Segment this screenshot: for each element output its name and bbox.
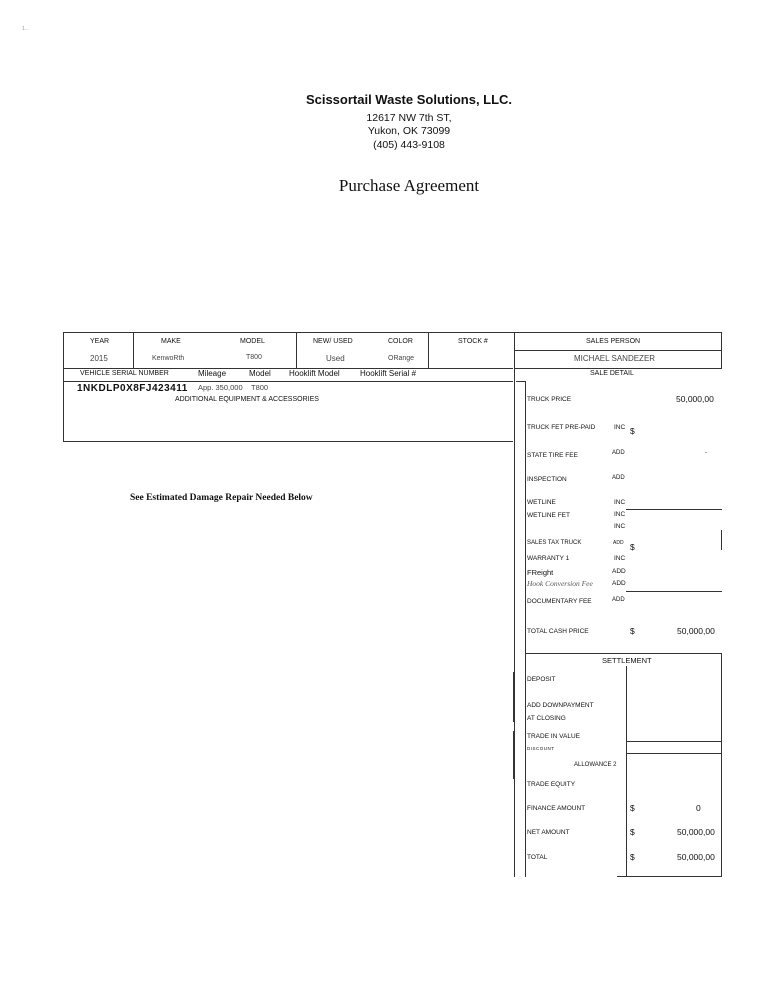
damage-note: See Estimated Damage Repair Needed Below xyxy=(130,493,313,503)
deposit-label: DEPOSIT xyxy=(527,676,556,683)
total-label: TOTAL xyxy=(527,854,548,861)
truck-price-value: 50,000,00 xyxy=(676,394,714,404)
net-amount-label: NET AMOUNT xyxy=(527,829,570,836)
serial-header: VEHICLE SERIAL NUMBER xyxy=(80,370,169,377)
make-header: MAKE xyxy=(161,338,181,345)
total-value: 50,000,00 xyxy=(677,852,715,862)
fet-dollar: $ xyxy=(630,426,635,436)
inspection-code: ADD xyxy=(612,475,625,481)
trade-in-label: TRADE IN VALUE xyxy=(527,733,580,740)
sales-person-value: MICHAEL SANDEZER xyxy=(574,354,656,363)
finance-amount-label: FINANCE AMOUNT xyxy=(527,805,586,812)
freight-label: FReight xyxy=(527,568,554,577)
company-phone: (405) 443-9108 xyxy=(373,139,445,151)
tire-fee-value: - xyxy=(705,449,708,456)
total-cash-label: TOTAL CASH PRICE xyxy=(527,628,589,635)
doc-fee-label: DOCUMENTARY FEE xyxy=(527,598,592,605)
serial-value: 1NKDLP0X8FJ423411 xyxy=(77,383,188,394)
wetline-label: WETLINE xyxy=(527,499,556,506)
model-value: T800 xyxy=(246,354,262,361)
discount-label: DISCOUNT xyxy=(527,746,555,751)
warranty-code: INC xyxy=(614,555,626,562)
wetline-fet-label: WETLINE FET xyxy=(527,512,570,519)
add-downpayment-label: ADD DOWNPAYMENT xyxy=(527,702,594,709)
tire-fee-code: ADD xyxy=(612,450,625,456)
sales-person-header: SALES PERSON xyxy=(586,338,641,345)
total-cash-dollar: $ xyxy=(630,626,635,636)
fet-code: INC xyxy=(614,424,626,431)
freight-code: ADD xyxy=(612,568,626,575)
model-header: MODEL xyxy=(240,338,265,345)
company-address-line2: Yukon, OK 73099 xyxy=(367,125,451,137)
trade-equity-label: TRADE EQUITY xyxy=(527,781,576,788)
hooklift-serial-header: Hooklift Serial # xyxy=(360,369,417,378)
sales-tax-label: SALES TAX TRUCK xyxy=(527,540,582,546)
settlement-heading: SETTLEMENT xyxy=(602,656,652,665)
sales-tax-dollar: $ xyxy=(630,542,635,552)
extra-code: INC xyxy=(614,523,626,530)
company-address-line1: 12617 NW 7th ST, xyxy=(366,112,452,124)
model2-value: T800 xyxy=(251,383,269,392)
finance-dollar: $ xyxy=(630,803,635,813)
new-used-value: Used xyxy=(326,354,345,363)
sales-tax-code: ADD xyxy=(613,540,624,546)
document-title: Purchase Agreement xyxy=(338,176,480,195)
year-value: 2015 xyxy=(90,354,108,363)
allowance-label: ALLOWANCE 2 xyxy=(574,762,617,768)
total-dollar: $ xyxy=(630,852,635,862)
model2-header: Model xyxy=(249,369,271,378)
finance-amount-value: 0 xyxy=(696,803,701,813)
doc-fee-code: ADD xyxy=(612,597,625,603)
stock-header: STOCK # xyxy=(458,338,488,345)
hook-conversion-label: Hook Conversion Fee xyxy=(527,579,593,588)
net-amount-value: 50,000,00 xyxy=(677,827,715,837)
mileage-value: App. 350,000 xyxy=(198,383,243,392)
warranty-label: WARRANTY 1 xyxy=(527,555,570,562)
company-name: Scissortail Waste Solutions, LLC. xyxy=(305,92,513,107)
hooklift-model-header: Hooklift Model xyxy=(289,369,340,378)
make-value: KenwoRth xyxy=(152,355,185,362)
corner-mark: 1... xyxy=(22,26,29,32)
color-value: ORange xyxy=(388,355,415,362)
net-dollar: $ xyxy=(630,827,635,837)
fet-label: TRUCK FET PRE-PAID xyxy=(527,424,596,431)
color-header: COLOR xyxy=(388,338,413,345)
mileage-header: Mileage xyxy=(198,369,227,378)
hook-conversion-code: ADD xyxy=(612,580,626,587)
equipment-heading: ADDITIONAL EQUIPMENT & ACCESSORIES xyxy=(175,396,319,403)
at-closing-label: AT CLOSING xyxy=(527,715,566,722)
new-used-header: NEW/ USED xyxy=(313,338,353,345)
wetline-fet-code: INC xyxy=(614,511,626,518)
wetline-code: INC xyxy=(614,499,626,506)
sale-detail-header: SALE DETAIL xyxy=(590,370,634,377)
inspection-label: INSPECTION xyxy=(527,476,567,483)
total-cash-value: 50,000,00 xyxy=(677,626,715,636)
tire-fee-label: STATE TIRE FEE xyxy=(527,452,578,459)
year-header: YEAR xyxy=(90,338,110,345)
truck-price-label: TRUCK PRICE xyxy=(527,396,572,403)
